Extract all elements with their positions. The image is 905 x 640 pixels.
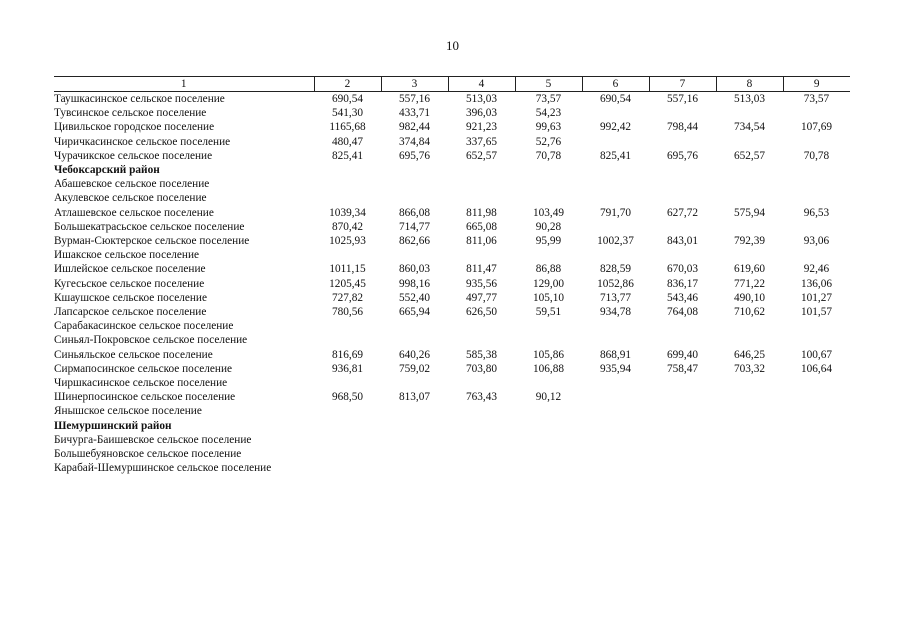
value-cell-col-4: 921,23 bbox=[465, 121, 498, 134]
value-cell-col-2: 541,30 bbox=[331, 107, 364, 120]
value-cell-col-9: 101,27 bbox=[800, 291, 833, 304]
district-row bbox=[54, 419, 850, 433]
value-cell-col-6 bbox=[582, 220, 649, 234]
value-cell-col-5: 52,76 bbox=[535, 135, 562, 148]
value-cell-col-7: 543,46 bbox=[666, 291, 699, 304]
value-cell-col-8: 652,57 bbox=[733, 149, 766, 162]
value-cell-col-9 bbox=[783, 106, 850, 120]
value-cell-col-8: 575,94 bbox=[733, 206, 766, 219]
value-cell-col-3: 866,08 bbox=[398, 206, 431, 219]
value-cell-col-4: 665,08 bbox=[465, 220, 498, 233]
value-cell-col-6: 935,94 bbox=[599, 362, 632, 375]
value-cell-col-8: 490,10 bbox=[733, 291, 766, 304]
value-cell-col-5 bbox=[515, 333, 582, 347]
value-cell-col-2 bbox=[314, 248, 381, 262]
table-row bbox=[54, 305, 850, 319]
value-cell-col-9 bbox=[783, 390, 850, 404]
value-cell-col-2 bbox=[314, 177, 381, 191]
settlement-name: Чурачикское сельское поселение bbox=[54, 149, 213, 162]
page-number: 10 bbox=[446, 38, 459, 53]
value-cell-col-8: 710,62 bbox=[733, 306, 766, 319]
table-row bbox=[54, 92, 850, 107]
value-cell-col-2 bbox=[314, 376, 381, 390]
value-cell-col-2: 968,50 bbox=[331, 391, 364, 404]
value-cell-col-2 bbox=[314, 319, 381, 333]
value-cell-col-7 bbox=[649, 333, 716, 347]
value-cell-col-2: 1025,93 bbox=[329, 235, 366, 248]
value-cell-col-2 bbox=[314, 433, 381, 447]
settlement-name: Шинерпосинское сельское поселение bbox=[54, 391, 236, 404]
value-cell-col-8: 703,32 bbox=[733, 362, 766, 375]
table-row bbox=[54, 135, 850, 149]
value-cell-col-9 bbox=[783, 433, 850, 447]
value-cell-col-6 bbox=[582, 319, 649, 333]
table-row bbox=[54, 376, 850, 390]
value-cell-col-5: 129,00 bbox=[532, 277, 565, 290]
value-cell-col-3: 640,26 bbox=[398, 348, 431, 361]
value-cell-col-6: 828,59 bbox=[599, 263, 632, 276]
value-cell-col-7 bbox=[649, 461, 716, 475]
value-cell-col-9: 136,06 bbox=[800, 277, 833, 290]
value-cell-col-8 bbox=[716, 220, 783, 234]
table-row bbox=[54, 120, 850, 134]
column-header-7: 7 bbox=[649, 77, 716, 92]
value-cell-col-4 bbox=[448, 177, 515, 191]
value-cell-col-3: 759,02 bbox=[398, 362, 431, 375]
value-cell-col-7: 670,03 bbox=[666, 263, 699, 276]
value-cell-col-8: 734,54 bbox=[733, 121, 766, 134]
table-row bbox=[54, 333, 850, 347]
value-cell-col-3 bbox=[381, 177, 448, 191]
value-cell-col-8: 792,39 bbox=[733, 235, 766, 248]
settlement-name: Акулевское сельское поселение bbox=[54, 192, 207, 205]
value-cell-col-9 bbox=[783, 177, 850, 191]
value-cell-col-3 bbox=[381, 191, 448, 205]
value-cell-col-3 bbox=[381, 433, 448, 447]
value-cell-col-2: 870,42 bbox=[331, 220, 364, 233]
value-cell-col-4: 585,38 bbox=[465, 348, 498, 361]
table-row bbox=[54, 319, 850, 333]
value-cell-col-3: 374,84 bbox=[398, 135, 431, 148]
value-cell-col-3: 714,77 bbox=[398, 220, 431, 233]
value-cell-col-8: 771,22 bbox=[733, 277, 766, 290]
value-cell-col-2: 1165,68 bbox=[329, 121, 366, 134]
settlement-name: Чиршкасинское сельское поселение bbox=[54, 377, 228, 390]
value-cell-col-4: 763,43 bbox=[465, 391, 498, 404]
settlement-name: Тувсинское сельское поселение bbox=[54, 107, 207, 120]
value-cell-col-8 bbox=[716, 191, 783, 205]
value-cell-col-2: 727,82 bbox=[331, 291, 364, 304]
value-cell-col-5: 73,57 bbox=[535, 93, 562, 105]
district-name: Чебоксарский район bbox=[54, 164, 160, 177]
value-cell-col-2: 825,41 bbox=[331, 149, 364, 162]
value-cell-col-9 bbox=[783, 248, 850, 262]
value-cell-col-3 bbox=[381, 319, 448, 333]
value-cell-col-5: 59,51 bbox=[535, 306, 562, 319]
value-cell-col-9: 107,69 bbox=[800, 121, 833, 134]
value-cell-col-5: 99,63 bbox=[535, 121, 562, 134]
value-cell-col-6 bbox=[582, 191, 649, 205]
value-cell-col-3: 860,03 bbox=[398, 263, 431, 276]
table-row bbox=[54, 248, 850, 262]
value-cell-col-8 bbox=[716, 447, 783, 461]
column-header-6: 6 bbox=[582, 77, 649, 92]
table-row bbox=[54, 433, 850, 447]
value-cell-col-5 bbox=[515, 319, 582, 333]
value-cell-col-8 bbox=[716, 106, 783, 120]
value-cell-col-6: 1002,37 bbox=[597, 235, 634, 248]
value-cell-col-2: 1039,34 bbox=[329, 206, 366, 219]
value-cell-col-5: 103,49 bbox=[532, 206, 565, 219]
value-cell-col-2: 480,47 bbox=[331, 135, 364, 148]
table-row bbox=[54, 106, 850, 120]
settlement-name: Лапсарское сельское поселение bbox=[54, 306, 207, 319]
value-cell-col-9: 100,67 bbox=[800, 348, 833, 361]
value-cell-col-9: 101,57 bbox=[800, 306, 833, 319]
table-row bbox=[54, 177, 850, 191]
column-header-2: 2 bbox=[314, 77, 381, 92]
value-cell-col-3: 998,16 bbox=[398, 277, 431, 290]
settlement-name: Большебуяновское сельское поселение bbox=[54, 448, 242, 461]
value-cell-col-5: 70,78 bbox=[535, 149, 562, 162]
value-cell-col-4: 626,50 bbox=[465, 306, 498, 319]
value-cell-col-5: 95,99 bbox=[535, 235, 562, 248]
value-cell-col-7 bbox=[649, 191, 716, 205]
data-table bbox=[54, 76, 850, 475]
value-cell-col-2: 780,56 bbox=[331, 306, 364, 319]
value-cell-col-9: 92,46 bbox=[803, 263, 830, 276]
value-cell-col-5 bbox=[515, 248, 582, 262]
value-cell-col-5 bbox=[515, 177, 582, 191]
value-cell-col-9: 96,53 bbox=[803, 206, 830, 219]
table-row bbox=[54, 277, 850, 291]
value-cell-col-5 bbox=[515, 191, 582, 205]
value-cell-col-6 bbox=[582, 106, 649, 120]
settlement-name: Цивильское городское поселение bbox=[54, 121, 215, 134]
value-cell-col-5: 86,88 bbox=[535, 263, 562, 276]
value-cell-col-6: 690,54 bbox=[599, 93, 632, 105]
value-cell-col-7 bbox=[649, 106, 716, 120]
value-cell-col-2 bbox=[314, 461, 381, 475]
column-header-9: 9 bbox=[783, 77, 850, 92]
district-name: Шемуршинский район bbox=[54, 419, 172, 432]
value-cell-col-5: 105,10 bbox=[532, 291, 565, 304]
value-cell-col-9 bbox=[783, 220, 850, 234]
value-cell-col-7 bbox=[649, 248, 716, 262]
column-header-1: 1 bbox=[54, 77, 314, 92]
settlement-name: Синьял-Покровское сельское поселение bbox=[54, 334, 248, 347]
value-cell-col-4 bbox=[448, 191, 515, 205]
value-cell-col-8 bbox=[716, 333, 783, 347]
settlement-name: Таушкасинское сельское поселение bbox=[54, 93, 225, 105]
value-cell-col-4: 497,77 bbox=[465, 291, 498, 304]
value-cell-col-4 bbox=[448, 447, 515, 461]
value-cell-col-4 bbox=[448, 333, 515, 347]
value-cell-col-3 bbox=[381, 461, 448, 475]
settlement-name: Атлашевское сельское поселение bbox=[54, 206, 214, 219]
value-cell-col-2: 816,69 bbox=[331, 348, 364, 361]
settlement-name: Синьяльское сельское поселение bbox=[54, 348, 213, 361]
settlement-name: Сирмапосинское сельское поселение bbox=[54, 362, 233, 375]
value-cell-col-4: 396,03 bbox=[465, 107, 498, 120]
value-cell-col-3: 982,44 bbox=[398, 121, 431, 134]
value-cell-col-4 bbox=[448, 376, 515, 390]
value-cell-col-6 bbox=[582, 447, 649, 461]
value-cell-col-3: 695,76 bbox=[398, 149, 431, 162]
value-cell-col-4: 811,47 bbox=[466, 263, 497, 276]
value-cell-col-9 bbox=[783, 461, 850, 475]
value-cell-col-8 bbox=[716, 376, 783, 390]
value-cell-col-6: 791,70 bbox=[599, 206, 632, 219]
value-cell-col-5 bbox=[515, 447, 582, 461]
value-cell-col-5 bbox=[515, 404, 582, 418]
value-cell-col-9 bbox=[783, 333, 850, 347]
value-cell-col-7: 699,40 bbox=[666, 348, 699, 361]
value-cell-col-6: 1052,86 bbox=[597, 277, 634, 290]
value-cell-col-5: 90,28 bbox=[535, 220, 562, 233]
value-cell-col-9: 73,57 bbox=[803, 93, 830, 105]
value-cell-col-6 bbox=[582, 333, 649, 347]
table-row bbox=[54, 362, 850, 376]
settlement-name: Кугесьское сельское поселение bbox=[54, 277, 205, 290]
value-cell-col-8 bbox=[716, 135, 783, 149]
value-cell-col-6: 825,41 bbox=[599, 149, 632, 162]
value-cell-col-9 bbox=[783, 376, 850, 390]
value-cell-col-8 bbox=[716, 390, 783, 404]
value-cell-col-6 bbox=[582, 461, 649, 475]
value-cell-col-7: 695,76 bbox=[666, 149, 699, 162]
value-cell-col-7 bbox=[649, 376, 716, 390]
value-cell-col-9 bbox=[783, 447, 850, 461]
value-cell-col-4 bbox=[448, 433, 515, 447]
column-header-3: 3 bbox=[381, 77, 448, 92]
value-cell-col-7 bbox=[649, 135, 716, 149]
table-row bbox=[54, 234, 850, 248]
column-header-4: 4 bbox=[448, 77, 515, 92]
district-row bbox=[54, 163, 850, 177]
value-cell-col-5: 90,12 bbox=[535, 391, 562, 404]
value-cell-col-7: 836,17 bbox=[666, 277, 699, 290]
table-row bbox=[54, 206, 850, 220]
value-cell-col-7: 758,47 bbox=[666, 362, 699, 375]
value-cell-col-3: 862,66 bbox=[398, 235, 431, 248]
value-cell-col-2 bbox=[314, 447, 381, 461]
table-row bbox=[54, 461, 850, 475]
value-cell-col-4: 935,56 bbox=[465, 277, 498, 290]
value-cell-col-3 bbox=[381, 248, 448, 262]
value-cell-col-7 bbox=[649, 319, 716, 333]
value-cell-col-5 bbox=[515, 433, 582, 447]
value-cell-col-7: 843,01 bbox=[666, 235, 699, 248]
value-cell-col-6: 713,77 bbox=[599, 291, 632, 304]
value-cell-col-7: 798,44 bbox=[666, 121, 699, 134]
settlement-name: Чиричкасинское сельское поселение bbox=[54, 135, 231, 148]
value-cell-col-7 bbox=[649, 220, 716, 234]
value-cell-col-8 bbox=[716, 404, 783, 418]
value-cell-col-8 bbox=[716, 177, 783, 191]
value-cell-col-6 bbox=[582, 390, 649, 404]
value-cell-col-3 bbox=[381, 376, 448, 390]
value-cell-col-7: 627,72 bbox=[666, 206, 699, 219]
value-cell-col-7: 764,08 bbox=[666, 306, 699, 319]
value-cell-col-3 bbox=[381, 404, 448, 418]
value-cell-col-8: 646,25 bbox=[733, 348, 766, 361]
settlement-name: Сарабакасинское сельское поселение bbox=[54, 320, 234, 333]
value-cell-col-9 bbox=[783, 319, 850, 333]
value-cell-col-2: 690,54 bbox=[331, 93, 364, 105]
column-header-8: 8 bbox=[716, 77, 783, 92]
settlement-name: Ишлейское сельское поселение bbox=[54, 263, 206, 276]
settlement-name: Карабай-Шемуршинское сельское поселение bbox=[54, 462, 272, 475]
value-cell-col-4 bbox=[448, 248, 515, 262]
column-number-header bbox=[54, 77, 850, 92]
value-cell-col-2 bbox=[314, 404, 381, 418]
value-cell-col-7 bbox=[649, 390, 716, 404]
value-cell-col-3: 557,16 bbox=[398, 93, 431, 105]
value-cell-col-2: 1011,15 bbox=[329, 263, 366, 276]
value-cell-col-6: 934,78 bbox=[599, 306, 632, 319]
settlement-name: Янышское сельское поселение bbox=[54, 405, 202, 418]
value-cell-col-5 bbox=[515, 461, 582, 475]
value-cell-col-4: 811,06 bbox=[466, 235, 497, 248]
table-row bbox=[54, 348, 850, 362]
settlement-name: Большекатрасьское сельское поселение bbox=[54, 220, 245, 233]
column-header-5: 5 bbox=[515, 77, 582, 92]
value-cell-col-9: 93,06 bbox=[803, 235, 830, 248]
table-row bbox=[54, 262, 850, 276]
value-cell-col-4: 513,03 bbox=[465, 93, 498, 105]
value-cell-col-5: 54,23 bbox=[535, 107, 562, 120]
value-cell-col-5 bbox=[515, 376, 582, 390]
value-cell-col-6: 868,91 bbox=[599, 348, 632, 361]
value-cell-col-7 bbox=[649, 447, 716, 461]
value-cell-col-3 bbox=[381, 333, 448, 347]
value-cell-col-2: 936,81 bbox=[331, 362, 364, 375]
value-cell-col-4 bbox=[448, 404, 515, 418]
table-row bbox=[54, 191, 850, 205]
settlement-name: Вурман-Сюктерское сельское поселение bbox=[54, 235, 250, 248]
value-cell-col-7 bbox=[649, 404, 716, 418]
value-cell-col-7 bbox=[649, 177, 716, 191]
settlement-name: Кшаушское сельское поселение bbox=[54, 291, 207, 304]
table-row bbox=[54, 220, 850, 234]
table-row bbox=[54, 404, 850, 418]
value-cell-col-4: 703,80 bbox=[465, 362, 498, 375]
value-cell-col-3: 813,07 bbox=[398, 391, 431, 404]
value-cell-col-9: 70,78 bbox=[803, 149, 830, 162]
value-cell-col-4 bbox=[448, 319, 515, 333]
value-cell-col-5: 106,88 bbox=[532, 362, 565, 375]
value-cell-col-3 bbox=[381, 447, 448, 461]
value-cell-col-6 bbox=[582, 135, 649, 149]
table-row bbox=[54, 291, 850, 305]
value-cell-col-6 bbox=[582, 376, 649, 390]
value-cell-col-2: 1205,45 bbox=[329, 277, 366, 290]
value-cell-col-4 bbox=[448, 461, 515, 475]
value-cell-col-8 bbox=[716, 248, 783, 262]
value-cell-col-6 bbox=[582, 248, 649, 262]
value-cell-col-9 bbox=[783, 191, 850, 205]
settlement-name: Ишакское сельское поселение bbox=[54, 249, 200, 262]
table-row bbox=[54, 149, 850, 163]
value-cell-col-3: 433,71 bbox=[398, 107, 431, 120]
table-row bbox=[54, 390, 850, 404]
value-cell-col-6 bbox=[582, 177, 649, 191]
value-cell-col-7: 557,16 bbox=[666, 93, 699, 105]
value-cell-col-2 bbox=[314, 191, 381, 205]
value-cell-col-7 bbox=[649, 433, 716, 447]
value-cell-col-8: 619,60 bbox=[733, 263, 766, 276]
value-cell-col-6: 992,42 bbox=[599, 121, 632, 134]
value-cell-col-9: 106,64 bbox=[800, 362, 833, 375]
value-cell-col-8 bbox=[716, 319, 783, 333]
value-cell-col-4: 652,57 bbox=[465, 149, 498, 162]
value-cell-col-6 bbox=[582, 404, 649, 418]
value-cell-col-4: 337,65 bbox=[465, 135, 498, 148]
value-cell-col-6 bbox=[582, 433, 649, 447]
settlement-name: Абашевское сельское поселение bbox=[54, 178, 210, 191]
value-cell-col-3: 552,40 bbox=[398, 291, 431, 304]
value-cell-col-9 bbox=[783, 135, 850, 149]
value-cell-col-8 bbox=[716, 461, 783, 475]
value-cell-col-8: 513,03 bbox=[733, 93, 766, 105]
value-cell-col-3: 665,94 bbox=[398, 306, 431, 319]
settlement-name: Бичурга-Баишевское сельское поселение bbox=[54, 433, 252, 446]
value-cell-col-5: 105,86 bbox=[532, 348, 565, 361]
table-row bbox=[54, 447, 850, 461]
value-cell-col-8 bbox=[716, 433, 783, 447]
value-cell-col-2 bbox=[314, 333, 381, 347]
value-cell-col-9 bbox=[783, 404, 850, 418]
value-cell-col-4: 811,98 bbox=[466, 206, 497, 219]
